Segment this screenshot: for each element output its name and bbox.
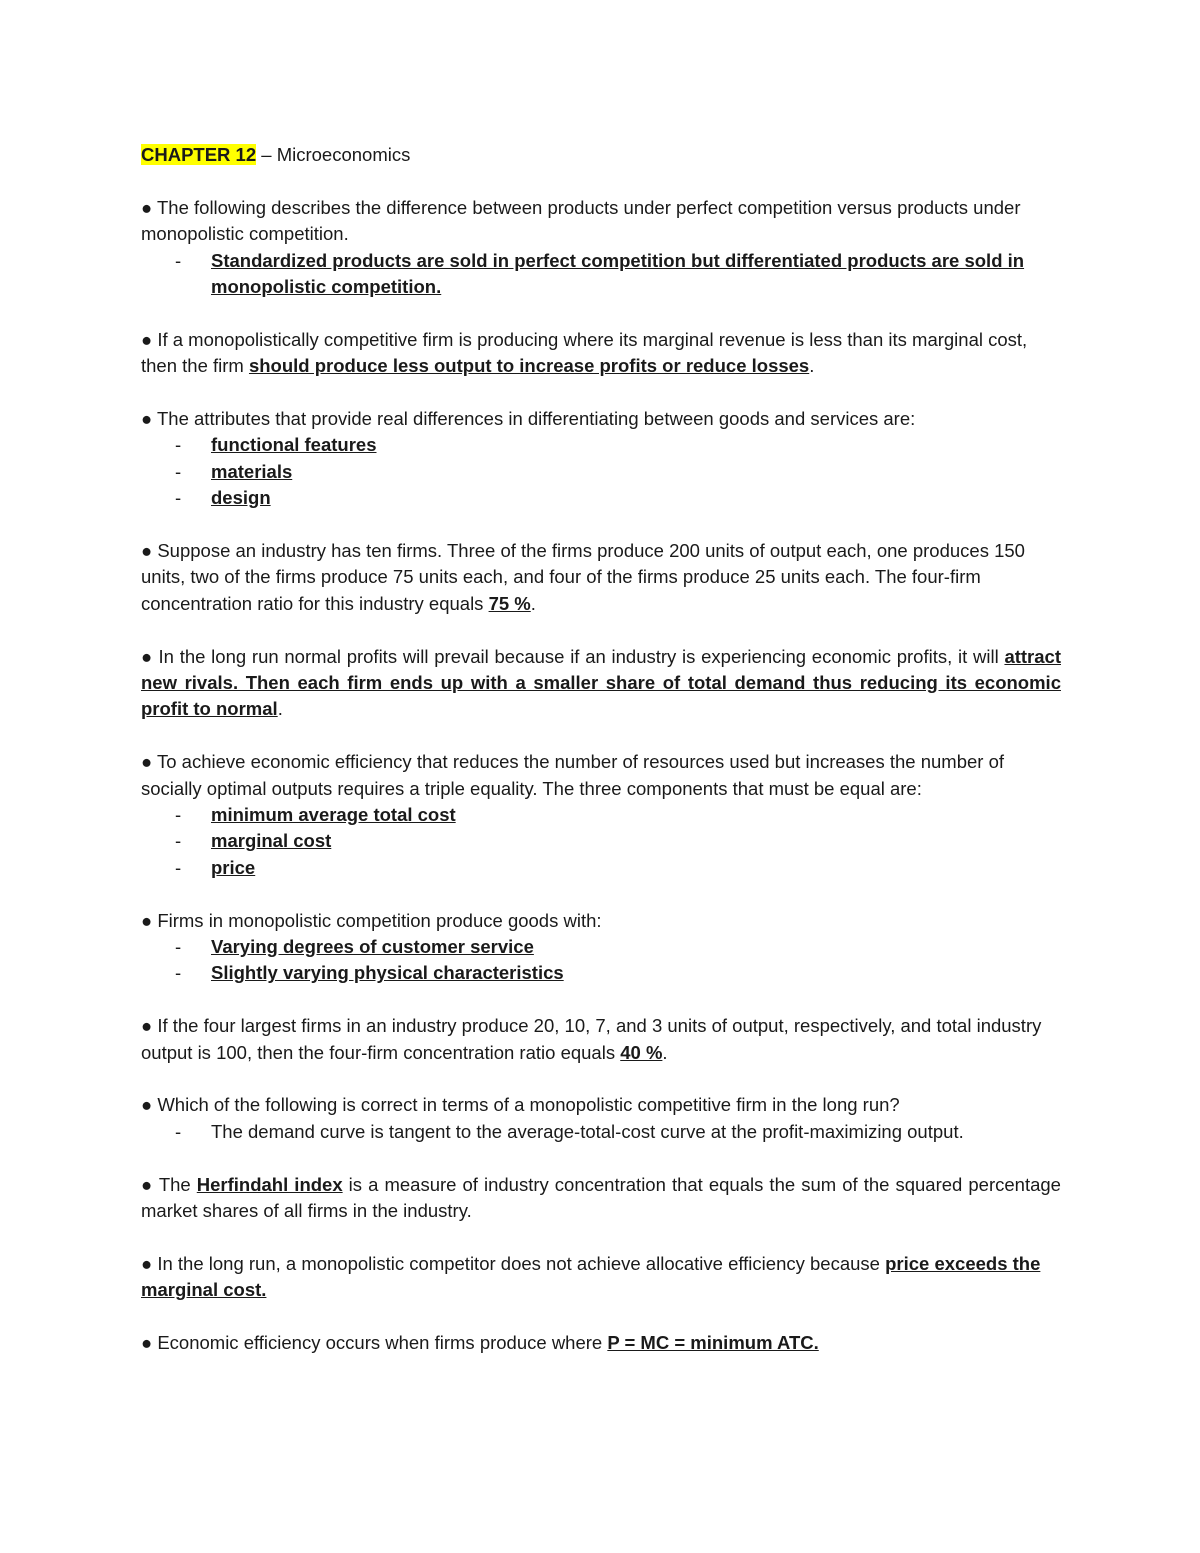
- document-page: [141, 142, 1061, 1383]
- dash-icon: -: [175, 460, 182, 482]
- dash-icon: -: [175, 936, 182, 958]
- answer-item: [141, 248, 1061, 301]
- answer-text: 40 %: [620, 1041, 663, 1063]
- answer-text: 75 %: [488, 592, 531, 614]
- answer-item: [141, 459, 1061, 485]
- question-text: Economic efficiency occurs when firms produce where: [152, 1332, 608, 1354]
- answer-item: [141, 432, 1061, 458]
- question-text: In the long run, a monopolistic competitor does not achieve allocative efficiency because: [152, 1252, 886, 1274]
- answer-text: should produce less output to increase profits or reduce losses: [248, 355, 810, 377]
- answer-item: [141, 802, 1061, 828]
- question-text-end: is a measure of industry concentration that equals the sum of the squared percentage market shares of all firms in the industry.: [141, 1173, 1061, 1222]
- answer-text: Slightly varying physical characteristics: [211, 962, 564, 984]
- bullet-icon: ●: [141, 1332, 153, 1354]
- dash-icon: -: [175, 1120, 182, 1142]
- answer-text: design: [211, 487, 271, 509]
- question-text-end: .: [530, 592, 536, 614]
- answer-item: [141, 960, 1061, 986]
- bullet-icon: ●: [141, 1252, 153, 1274]
- answer-text: minimum average total cost: [211, 804, 456, 826]
- chapter-subject: – Microeconomics: [256, 144, 411, 165]
- question-allocative-efficiency: [141, 1251, 1061, 1304]
- answer-list: [141, 934, 1061, 987]
- question-text: The following describes the difference between products under perfect competition versus products under monopolistic competition.: [141, 196, 1021, 245]
- question-text: If a monopolistically competitive firm is producing where its marginal revenue is less than its marginal cost, then the firm: [141, 328, 1028, 377]
- answer-list: [141, 802, 1061, 881]
- answer-text: Herfindahl index: [196, 1173, 343, 1195]
- question-long-run: [141, 1092, 1061, 1118]
- bullet-icon: ●: [141, 1173, 154, 1195]
- answer-text: attract new rivals. Then each firm ends up with a smaller share of total demand thus reducing its economic profit to normal: [141, 645, 1061, 720]
- bullet-icon: ●: [141, 540, 153, 562]
- bullet-icon: ●: [141, 1094, 153, 1116]
- question-triple-equality: [141, 749, 1061, 802]
- question-text: The: [153, 1173, 197, 1195]
- dash-icon: -: [175, 249, 182, 271]
- bullet-icon: ●: [141, 645, 153, 667]
- answer-item: [141, 828, 1061, 854]
- bullet-icon: ●: [141, 1015, 153, 1037]
- answer-text: functional features: [211, 434, 377, 456]
- question-text: In the long run normal profits will prevail because if an industry is experiencing economic profits, it will: [152, 645, 1005, 667]
- question-text: Suppose an industry has ten firms. Three of the firms produce 200 units of output each, one produces 150 units, two of the firms produce 75 units each, and four of the firms produce 25 units each. The four-firm concentration ratio for this industry equals: [141, 540, 1025, 614]
- bullet-icon: ●: [141, 751, 153, 773]
- question-text: Which of the following is correct in terms of a monopolistic competitive firm in the long run?: [152, 1094, 900, 1116]
- answer-text: Varying degrees of customer service: [211, 936, 534, 958]
- answer-text: price exceeds the marginal cost.: [141, 1252, 1041, 1301]
- dash-icon: -: [175, 487, 182, 509]
- question-concentration-ratio: [141, 538, 1061, 617]
- question-text: If the four largest firms in an industry produce 20, 10, 7, and 3 units of output, respectively, and total industry output is 100, then the four-firm concentration ratio equals: [141, 1015, 1042, 1063]
- answer-list: [141, 1119, 1061, 1145]
- question-attributes: [141, 406, 1061, 432]
- question-herfindahl: [141, 1172, 1061, 1225]
- dash-icon: -: [175, 856, 182, 878]
- bullet-icon: ●: [141, 408, 153, 430]
- bullet-icon: ●: [141, 328, 153, 350]
- question-monopolistic-goods: [141, 908, 1061, 934]
- dash-icon: -: [175, 434, 182, 456]
- answer-list: [141, 248, 1061, 301]
- bullet-icon: ●: [141, 909, 153, 931]
- dash-icon: -: [175, 830, 182, 852]
- answer-text: Standardized products are sold in perfect competition but differentiated products are sold in monopolistic competition.: [211, 249, 1025, 298]
- question-four-firm-ratio: [141, 1013, 1061, 1066]
- question-text-end: .: [277, 698, 283, 720]
- question-text-end: .: [809, 355, 815, 377]
- dash-icon: -: [175, 804, 182, 826]
- answer-text: marginal cost: [211, 830, 332, 852]
- answer-item: [141, 855, 1061, 881]
- answer-text: materials: [211, 460, 293, 482]
- question-product-types: [141, 195, 1061, 248]
- question-text-end: .: [662, 1041, 668, 1063]
- answer-list: [141, 432, 1061, 511]
- question-normal-profits: [141, 644, 1061, 723]
- question-text: The attributes that provide real differences in differentiating between goods and services are:: [152, 408, 916, 430]
- dash-icon: -: [175, 962, 182, 984]
- chapter-heading: [141, 142, 1061, 168]
- chapter-label: CHAPTER 12: [141, 144, 257, 165]
- answer-item: [141, 934, 1061, 960]
- question-text: To achieve economic efficiency that reduces the number of resources used but increases the number of socially optimal outputs requires a triple equality. The three components that must be equal are:: [141, 751, 1005, 799]
- question-text: Firms in monopolistic competition produce goods with:: [152, 909, 602, 931]
- answer-text: The demand curve is tangent to the average-total-cost curve at the profit-maximizing output.: [211, 1120, 964, 1142]
- question-marginal-revenue: [141, 327, 1061, 380]
- answer-text: price: [211, 856, 256, 878]
- answer-text: P = MC = minimum ATC.: [607, 1332, 819, 1354]
- answer-item: [141, 1119, 1061, 1145]
- question-economic-efficiency: [141, 1330, 1061, 1356]
- answer-item: [141, 485, 1061, 511]
- bullet-icon: ●: [141, 196, 153, 218]
